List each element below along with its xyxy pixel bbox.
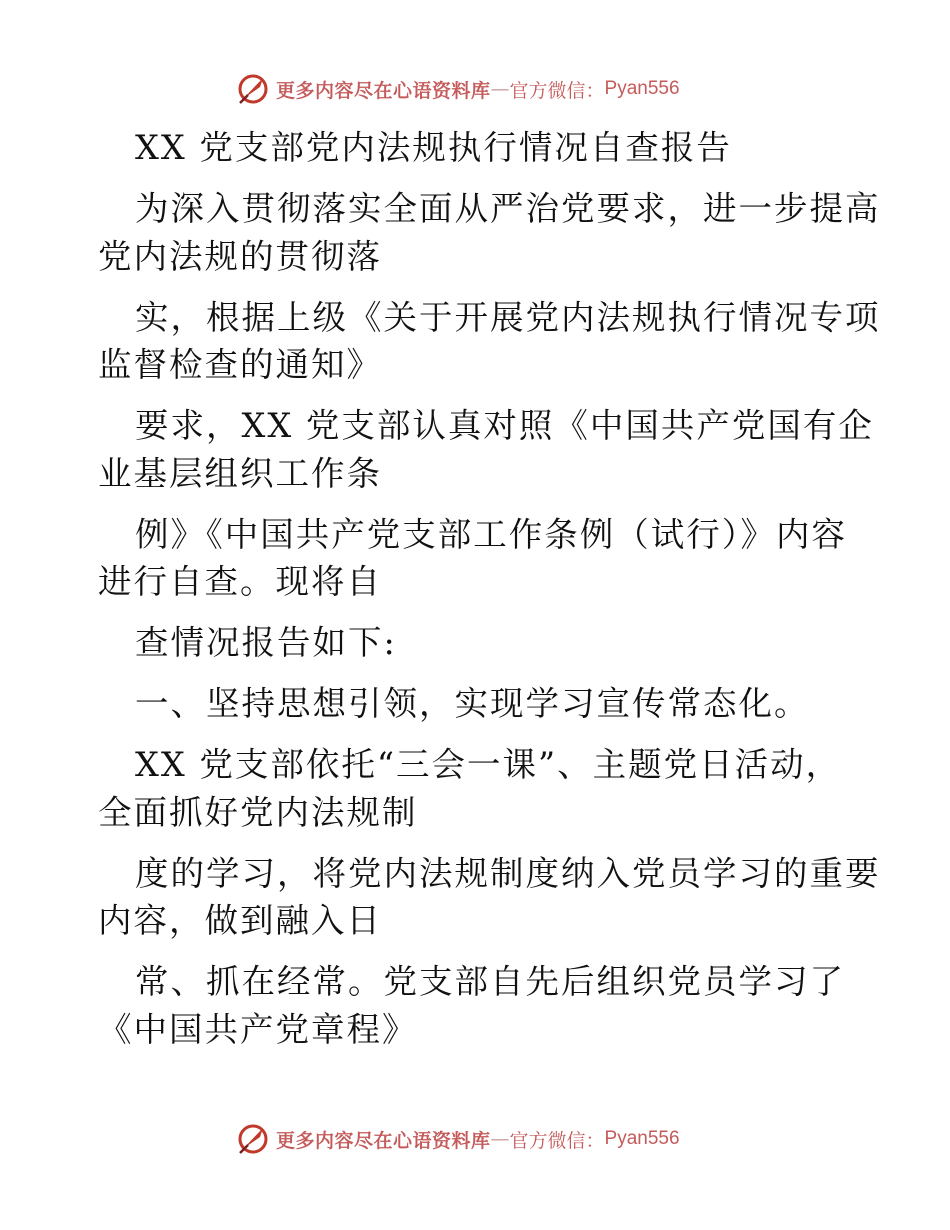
paragraph-line: 监督检查的通知》: [98, 345, 382, 384]
banner-wechat-id: Pyan556: [604, 78, 680, 99]
section-heading: 一、坚持思想引领，实现学习宣传常态化。: [135, 684, 810, 723]
header-watermark: [236, 72, 680, 106]
paragraph-line: 例》《中国共产党支部工作条例（试行）》内容: [135, 514, 847, 554]
paragraph-line: 业基层组织工作条: [98, 453, 382, 493]
paragraph-line: 为深入贯彻落实全面从严治党要求，进一步提高: [135, 189, 881, 228]
paragraph-line: 进行自查。现将自: [98, 562, 382, 601]
banner-title: 更多内容尽在心语资料库: [276, 79, 491, 102]
paragraph-line: 查情况报告如下:: [135, 623, 397, 662]
quill-logo-icon: [236, 72, 270, 106]
paragraph-line: 全面抓好党内法规制: [98, 792, 418, 832]
footer-watermark: [236, 1122, 680, 1156]
paragraph-line: 要求，XX 党支部认真对照《中国共产党国有企: [135, 406, 874, 445]
paragraph-line: 常、抓在经常。党支部自先后组织党员学习了: [135, 962, 845, 1001]
banner-title: 更多内容尽在心语资料库: [276, 1129, 491, 1152]
document-body: [98, 124, 881, 1053]
banner-wechat-label: 官方微信：: [509, 79, 605, 102]
quill-logo-icon: [236, 1122, 270, 1156]
paragraph-line: 内容，做到融入日: [98, 901, 382, 940]
paragraph-line: 度的学习，将党内法规制度纳入党员学习的重要: [135, 853, 881, 893]
paragraph-line: XX 党支部依托“三会一课”、主题党日活动，: [135, 745, 842, 784]
banner-wechat-label: 官方微信：: [509, 1129, 605, 1152]
banner-separator: —: [490, 78, 510, 100]
paragraph-line: 实，根据上级《关于开展党内法规执行情况专项: [135, 297, 881, 337]
paragraph-line: 党内法规的贯彻落: [98, 236, 382, 276]
document-title: XX 党支部党内法规执行情况自查报告: [135, 128, 732, 167]
banner-separator: —: [490, 1128, 510, 1150]
banner-wechat-id: Pyan556: [604, 1128, 680, 1149]
paragraph-line: 《中国共产党章程》: [98, 1009, 418, 1049]
